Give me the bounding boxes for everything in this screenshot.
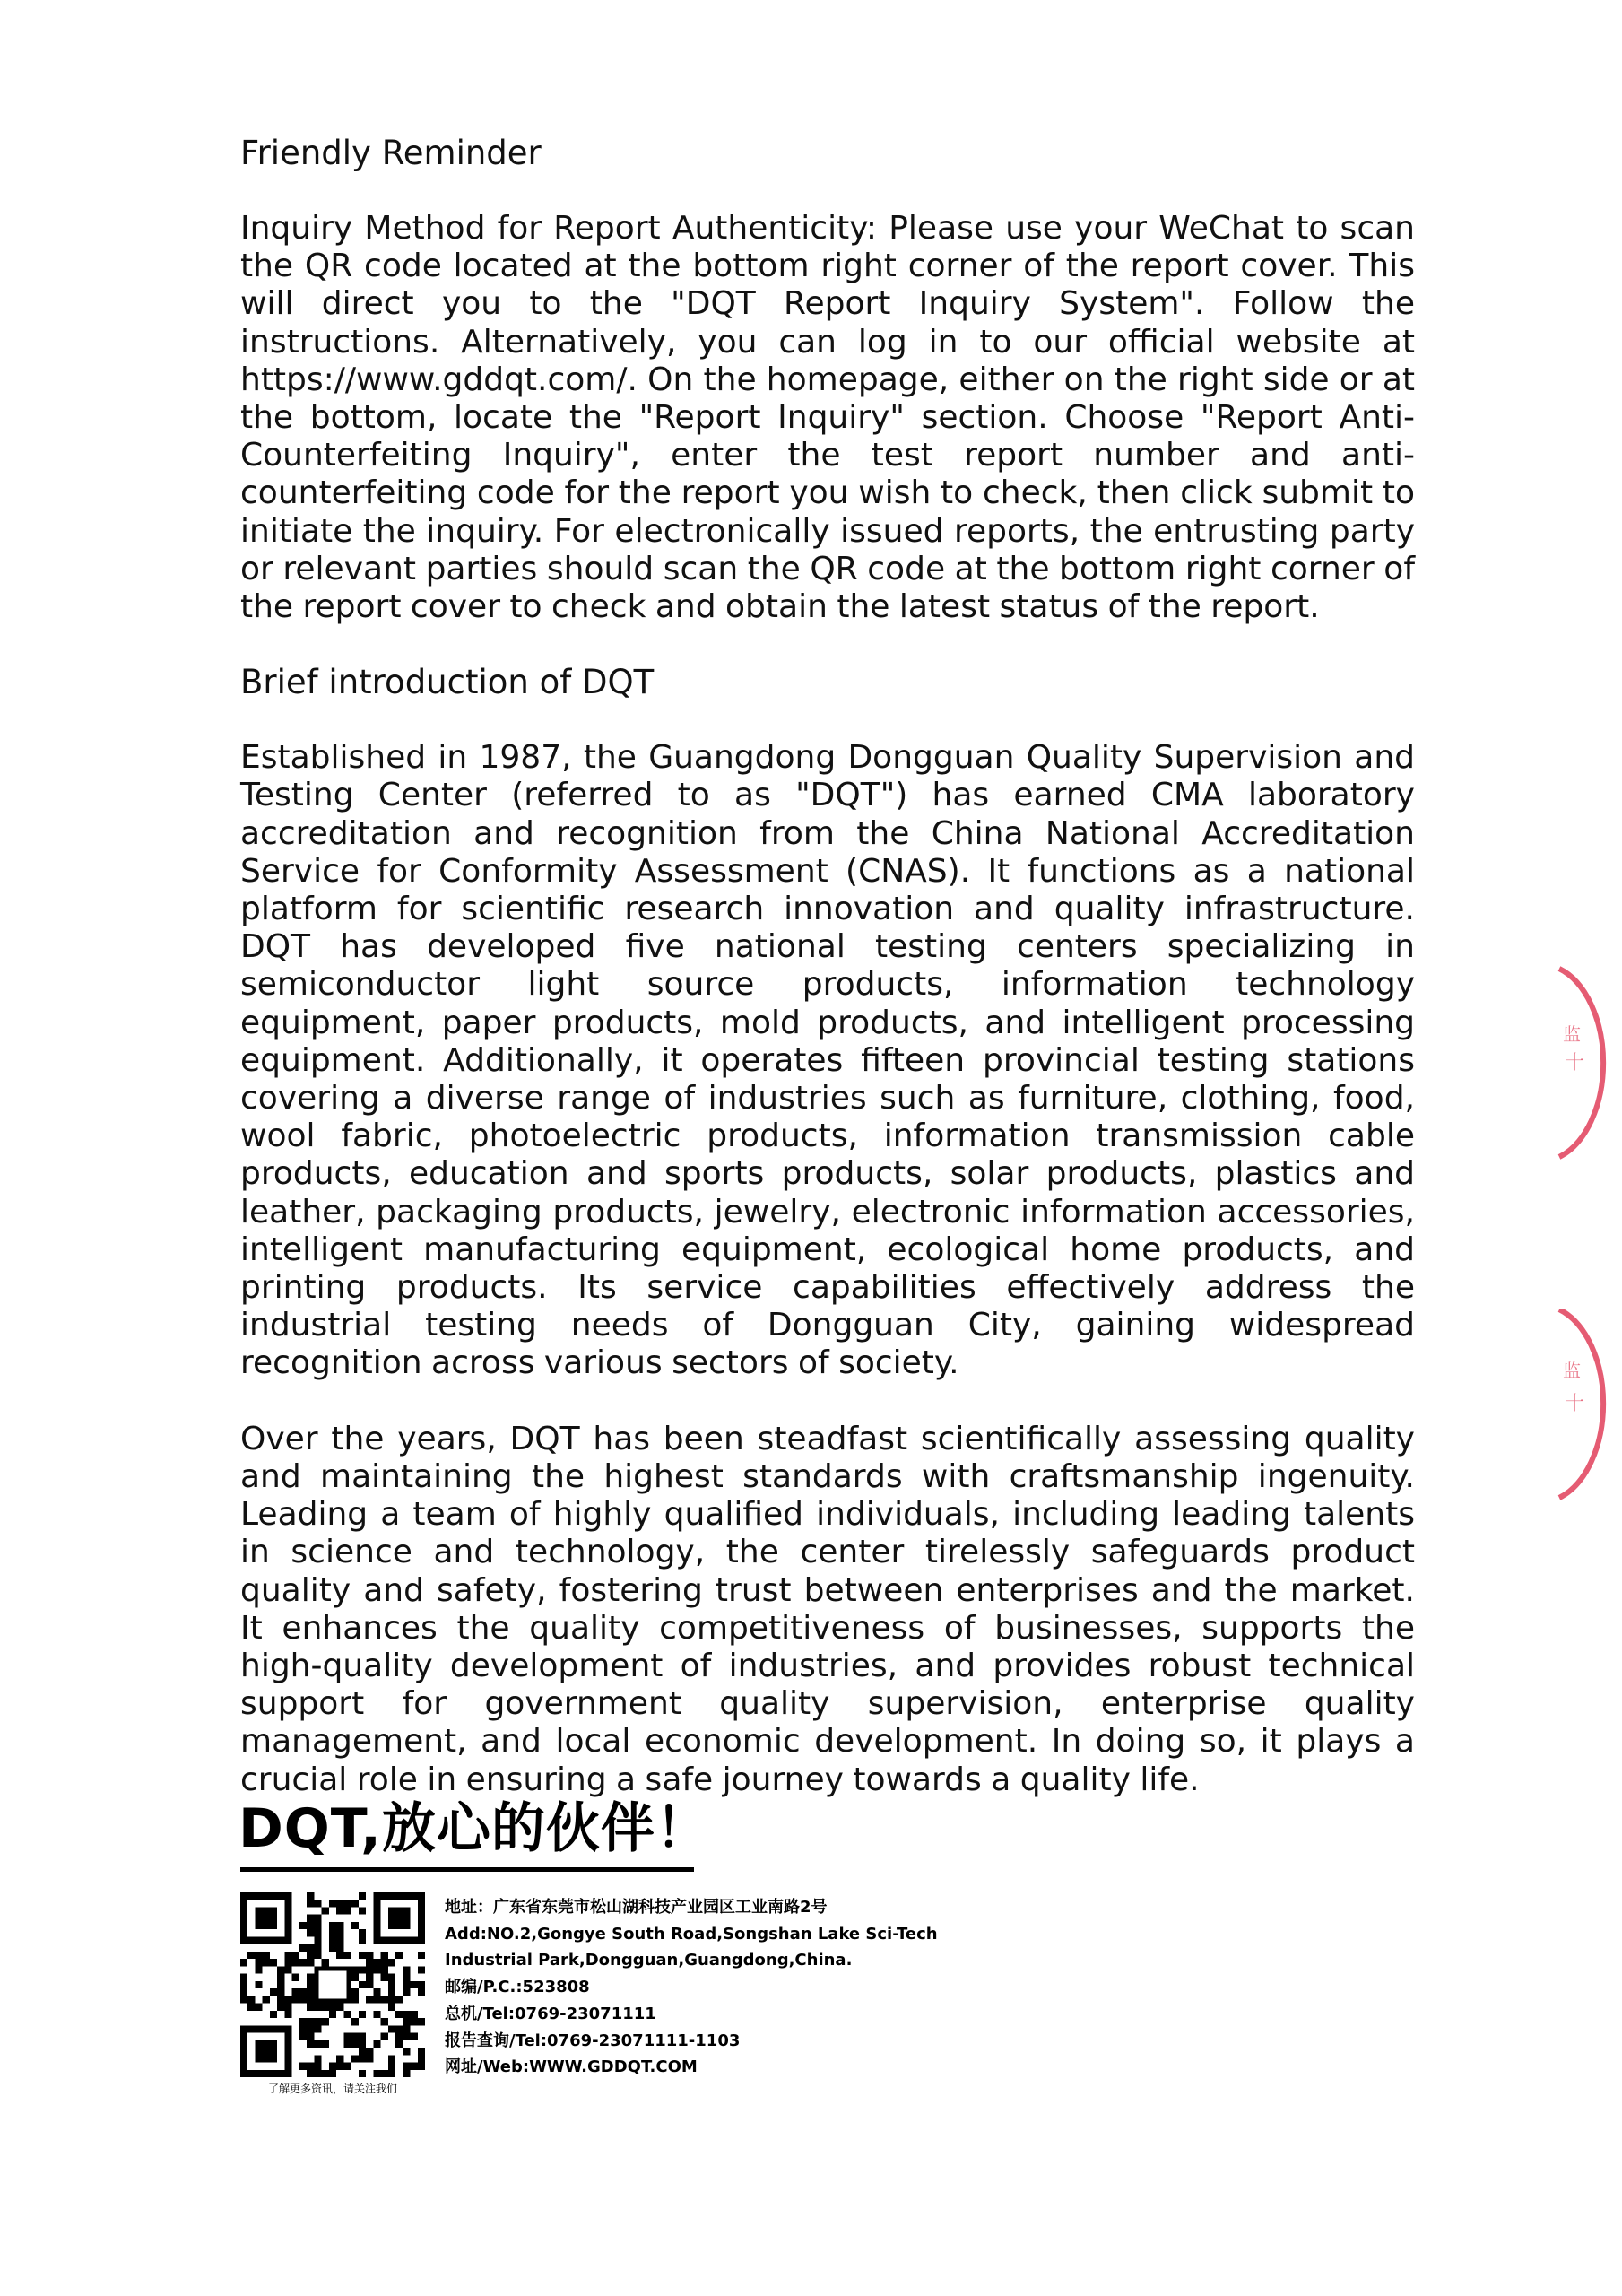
- intro-heading: Brief introduction of DQT: [240, 663, 655, 702]
- intro-paragraph-2: Over the years, DQT has been steadfast scientifically assessing quality and maintaining the highest standards with craftsmanship ingenuity. Leading a team of highly qualified individuals, including leading talents in science and technology, the center tirelessly safeguards product quality and safety, fostering trust between enterprises and the market. It enhances the quality competitiveness of businesses, supports the high-quality development of industries, and provides robust technical support for government quality supervision, enterprise quality management, and local economic development. In doing so, it plays a crucial role in ensuring a safe journey towards a quality life.: [240, 1420, 1415, 1798]
- reminder-paragraph: Inquiry Method for Report Authenticity: Please use your WeChat to scan the QR code located at the bottom right corner of the report cover. This will direct you to the "DQT Report Inquiry System". Follow the instructions. Alternatively, you can log in to our official website at https://www.gddqt.com/. On the homepage, either on the right side or at the bottom, locate the "Report Inquiry" section. Choose "Report Anti-Counterfeiting Inquiry", enter the test report number and anti-counterfeiting code for the report you wish to check, then click submit to initiate the inquiry. For electronically issued reports, the entrusting party or relevant parties should scan the QR code at the bottom right corner of the report cover to check and obtain the latest status of the report.: [240, 210, 1415, 626]
- slogan-underline: [240, 1867, 694, 1872]
- contact-address-cn: 地址：广东省东莞市松山湖科技产业园区工业南路2号: [445, 1898, 828, 1917]
- qr-caption: 了解更多资讯，请关注我们: [267, 2083, 397, 2095]
- contact-postcode: 邮编/P.C.:523808: [445, 1978, 590, 1997]
- svg-text:监: 监: [1563, 1360, 1581, 1381]
- svg-text:监: 监: [1563, 1023, 1581, 1045]
- contact-block: [445, 1894, 938, 2081]
- slogan: DQT,放心的伙伴！: [239, 1797, 710, 1860]
- contact-address-en-2: Industrial Park,Dongguan,Guangdong,China.: [445, 1951, 853, 1970]
- svg-text:十: 十: [1565, 1052, 1585, 1074]
- svg-text:十: 十: [1565, 1393, 1585, 1415]
- contact-website[interactable]: 网址/Web:WWW.GDDQT.COM: [445, 2057, 698, 2077]
- document-body: [240, 135, 1415, 1837]
- reminder-heading: Friendly Reminder: [240, 134, 542, 172]
- intro-paragraph-1: Established in 1987, the Guangdong Dongguan Quality Supervision and Testing Center (referred to as "DQT") has earned CMA laboratory accreditation and recognition from the China National Accreditation Service for Conformity Assessment (CNAS). It functions as a national platform for scientific research innovation and quality infrastructure. DQT has developed five national testing centers specializing in semiconductor light source products, information technology equipment, paper products, mold products, and intelligent processing equipment. Additionally, it operates fifteen provincial testing stations covering a diverse range of industries such as furniture, clothing, food, wool fabric, photoelectric products, information transmission cable products, education and sports products, solar products, plastics and leather, packaging products, jewelry, electronic information accessories, intelligent manufacturing equipment, ecological home products, and printing products. Its service capabilities effectively address the industrial testing needs of Dongguan City, gaining widespread recognition across various sectors of society.: [240, 739, 1415, 1382]
- contact-tel: 总机/Tel:0769-23071111: [445, 2004, 656, 2023]
- qr-code-icon[interactable]: [240, 1892, 425, 2077]
- official-seal-fragment: [1550, 1309, 1622, 1534]
- contact-report-tel: 报告查询/Tel:0769-23071111-1103: [445, 2031, 741, 2050]
- official-seal-fragment: [1550, 951, 1622, 1175]
- contact-address-en-1: Add:NO.2,Gongye South Road,Songshan Lake Sci-Tech: [445, 1924, 938, 1944]
